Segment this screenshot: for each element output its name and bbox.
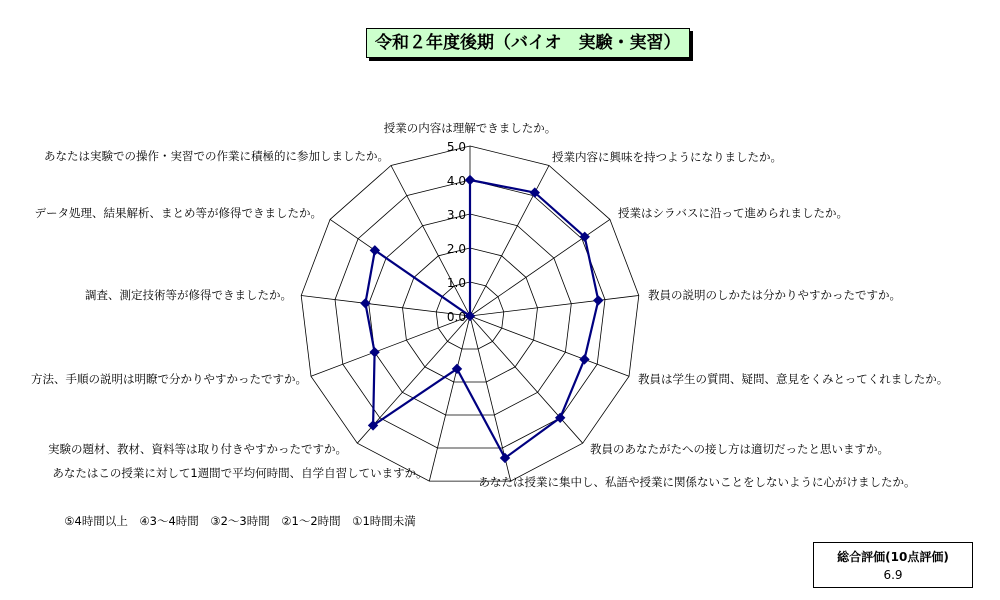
radar-series (361, 176, 603, 463)
data-point (370, 348, 379, 357)
data-point (466, 176, 475, 185)
grid-spoke (429, 316, 470, 481)
axis-label: 授業はシラバスに沿って進められましたか。 (618, 206, 848, 220)
scale-tick-label: 3.0 (446, 208, 466, 222)
axis-label: 調査、測定技術等が修得できましたか。 (85, 288, 292, 302)
axis-label: 教員の説明のしかたは分かりやすかったですか。 (648, 288, 901, 302)
grid-spoke (470, 316, 629, 376)
chart-title: 令和２年度後期（バイオ 実験・実習） (366, 28, 690, 58)
axis-label: あなたは実験での操作・実習での作業に積極的に参加しましたか。 (44, 149, 389, 163)
hours-legend: ⑤4時間以上 ④3～4時間 ③2～3時間 ②1～2時間 ①1時間未満 (64, 514, 416, 528)
scale-tick-label: 0.0 (446, 310, 466, 324)
scale-tick-label: 1.0 (446, 276, 466, 290)
summary-label: 総合評価(10点評価) (837, 550, 949, 564)
axis-label: 授業の内容は理解できましたか。 (383, 121, 557, 135)
axis-label: あなたはこの授業に対して1週間で平均何時間、自学自習していますか。 (52, 466, 428, 480)
grid-spoke (391, 166, 470, 317)
axis-label: 教員は学生の質問、疑問、意見をくみとってくれましたか。 (638, 372, 949, 386)
grid-spoke (311, 316, 470, 376)
scale-tick-label: 5.0 (446, 140, 466, 154)
radar-axis-labels (31, 121, 948, 528)
summary-box (813, 542, 973, 588)
axis-label: 実験の題材、教材、資料等は取り付きやすかったですか。 (48, 442, 347, 456)
scale-tick-label: 2.0 (446, 242, 466, 256)
data-point (580, 355, 589, 364)
axis-label: 教員のあなたがたへの接し方は適切だったと思いますか。 (590, 442, 889, 456)
summary-value: 6.9 (883, 568, 903, 582)
data-point (594, 296, 603, 305)
axis-label: 方法、手順の説明は明瞭で分かりやすかったですか。 (31, 372, 307, 386)
axis-label: 授業内容に興味を持つようになりましたか。 (552, 150, 782, 164)
axis-label: データ処理、結果解析、まとめ等が修得できましたか。 (34, 206, 322, 220)
scale-tick-label: 4.0 (446, 174, 466, 188)
data-point (361, 299, 370, 308)
axis-label: あなたは授業に集中し、私語や授業に関係ないことをしないように心がけましたか。 (478, 475, 916, 489)
